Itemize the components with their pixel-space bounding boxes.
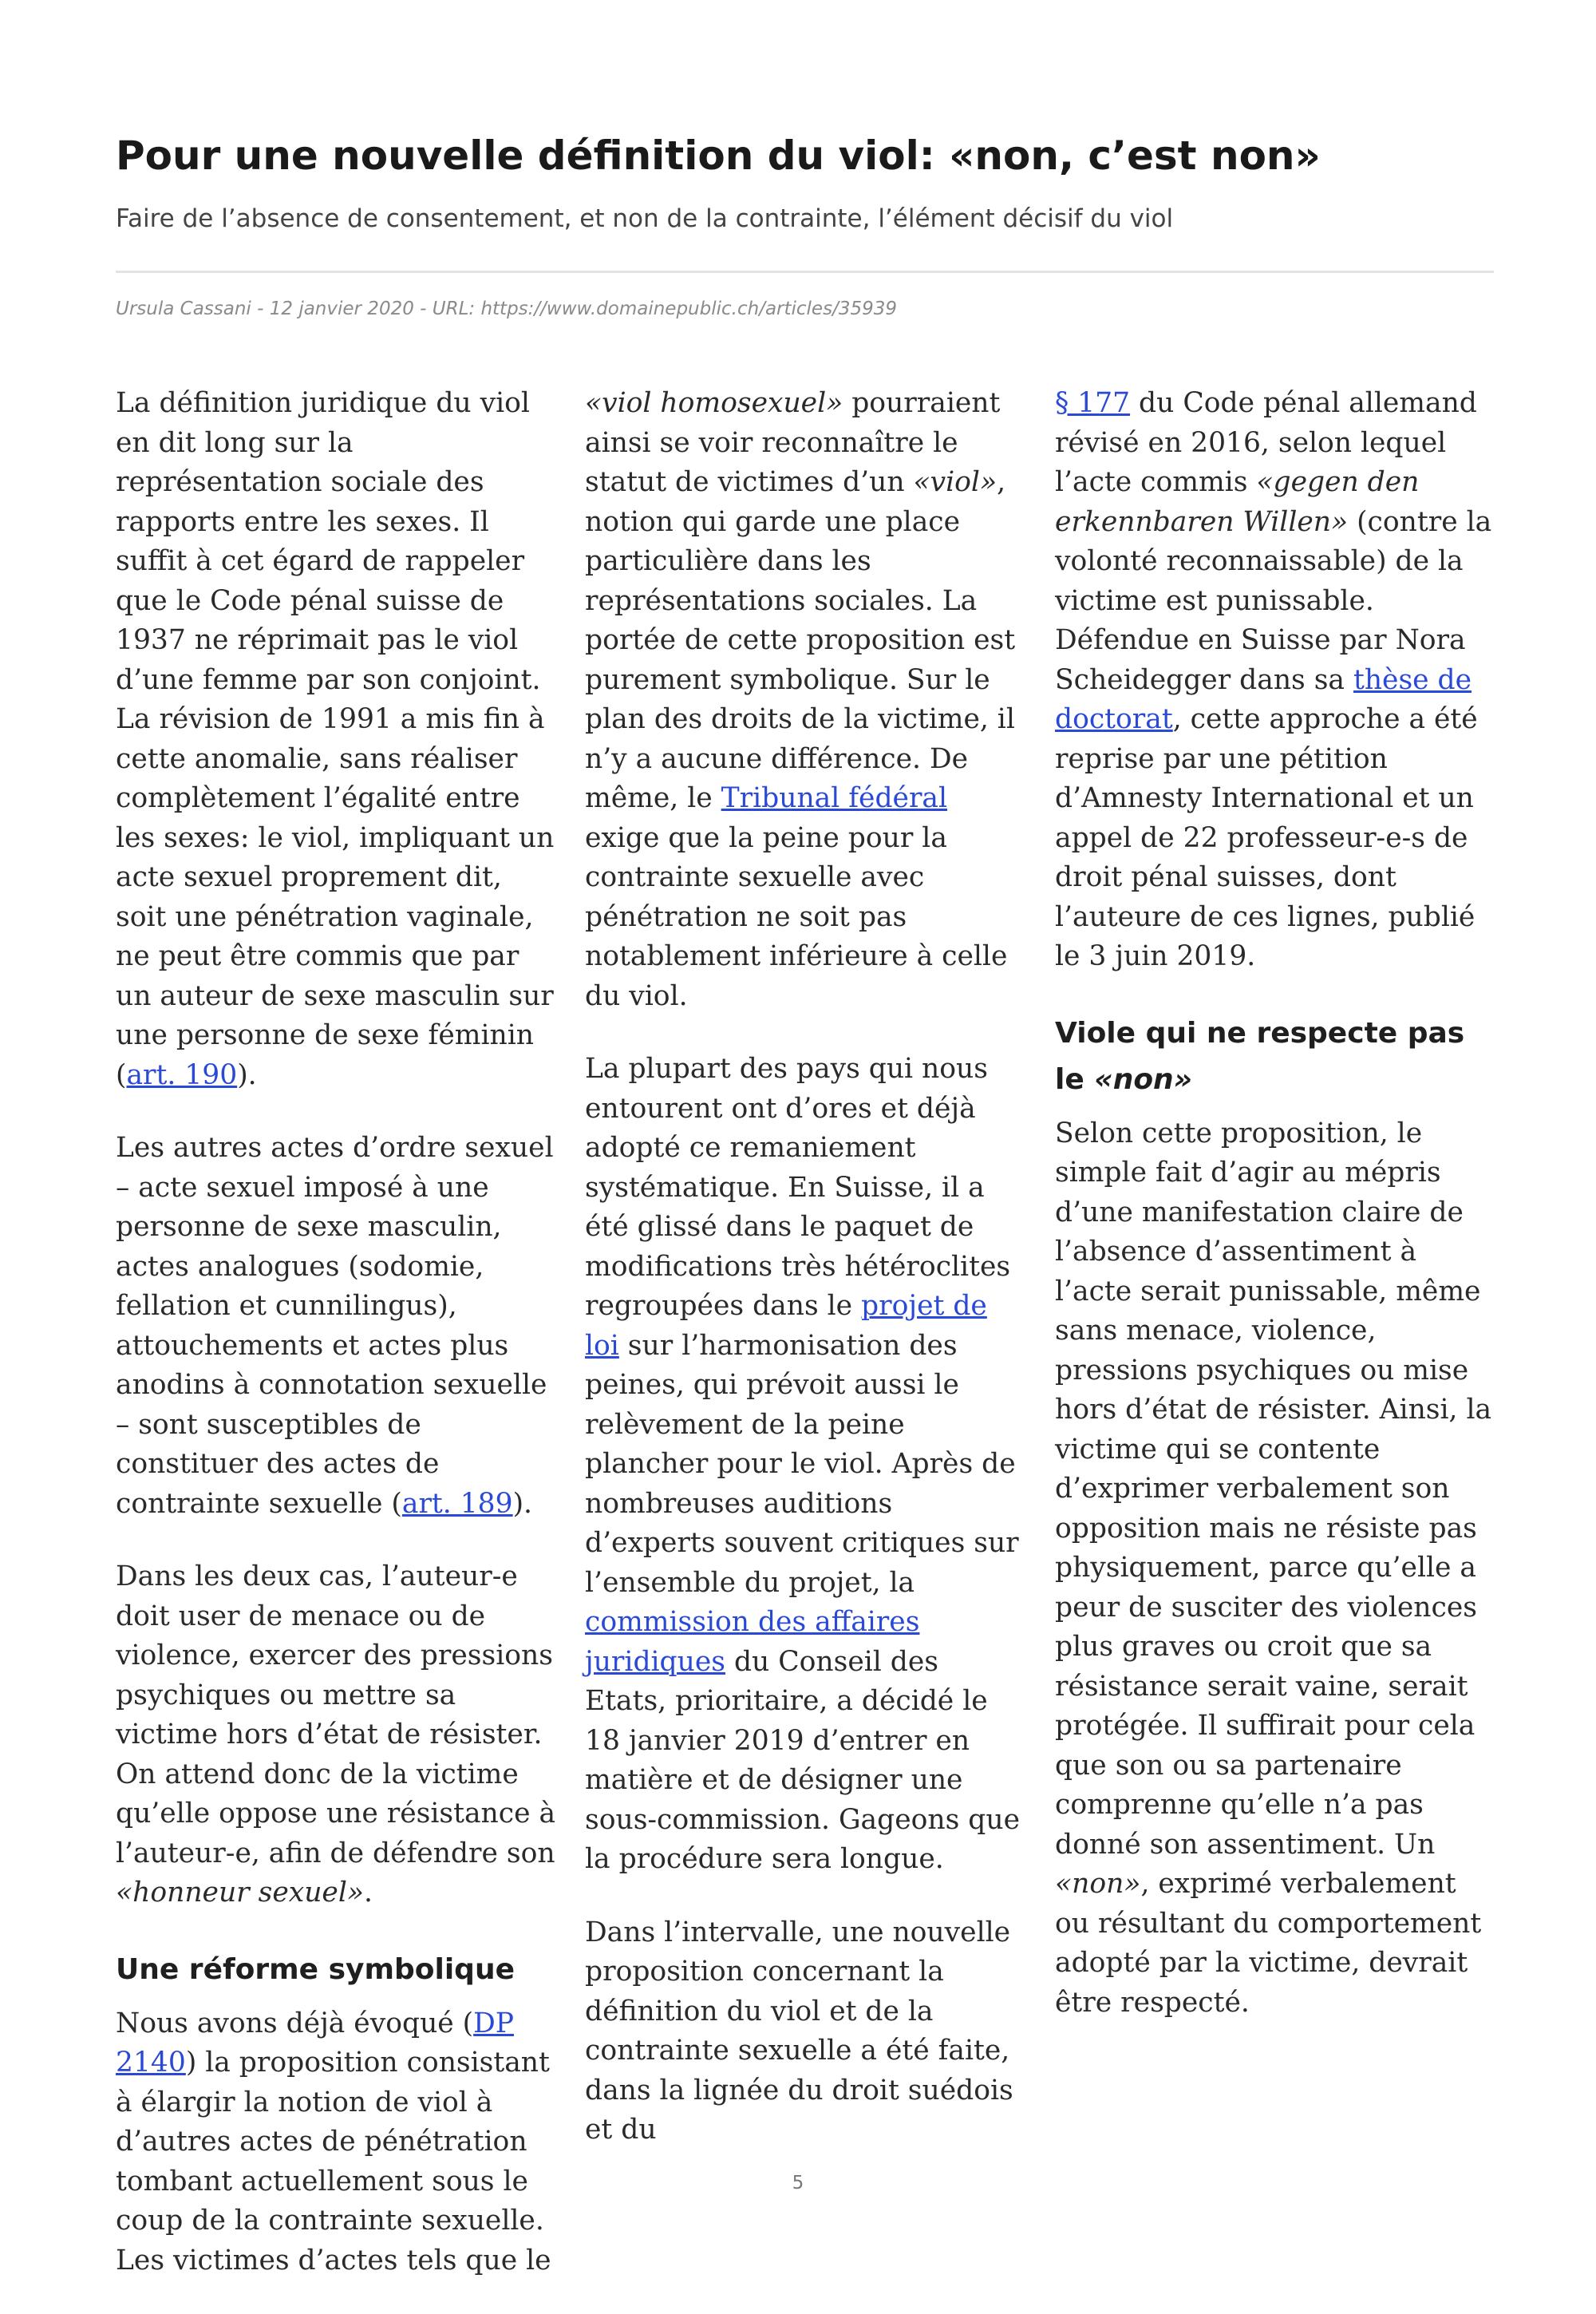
paragraph-6-part-c: (contre la volonté reconnaissable) de la victime est punissable. Défendue en Suisse par Nora Scheidegger dans sa — [1055, 505, 1492, 696]
paragraph-4-part-e: exige que la peine pour la contrainte sexuelle avec pénétration ne soit pas notablement inférieure à celle du viol. — [585, 821, 1008, 1012]
paragraph-5-text: La plupart des pays qui nous entourent ont d’ores et déjà adopté ce remaniement systématique. En Suisse, il a été glissé dans le paquet de modifications très hétéroclites regroupées dans le — [585, 1053, 1011, 1322]
link-projet-de-loi[interactable]: projet de loi — [585, 1290, 987, 1362]
paragraph-7-end: , exprimé verbalement ou résultant du comportement adopté par la victime, devrait être respecté. — [1055, 1868, 1482, 2019]
paragraph-4-part-d: , notion qui garde une place particulière dans les représentations sociales. La portée de cette proposition est purement symbolique. Sur le plan des droits de la victime, il n’y a aucune différence. De même, le — [585, 466, 1016, 814]
section-heading-non-text: Viole qui ne respecte pas le — [1055, 1016, 1465, 1096]
link-these-de-doctorat[interactable]: thèse de doctorat — [1055, 663, 1472, 735]
link-commission-affaires-juridiques[interactable]: commission des affaires juridiques — [585, 1606, 920, 1678]
paragraph-4-part-c: pourraient ainsi se voir reconnaître le statut de victimes d’un — [585, 387, 1001, 498]
paragraph-6-emphasis: «gegen den erkennbaren Willen» — [1055, 466, 1420, 538]
page-number: 5 — [792, 2173, 804, 2193]
paragraph-7-emphasis: «non» — [1055, 1868, 1141, 1900]
text-column-3 — [1055, 384, 1495, 2056]
paragraph-5-part-b: sur l’harmonisation des peines, qui prévoit aussi le relèvement de la peine plancher pour le viol. Après de nombreuses auditions d’experts souvent critiques sur l’ensemble du projet, la — [585, 1329, 1019, 1599]
article-subtitle: Faire de l’absence de consentement, et non de la contrainte, l’élément décisif du viol — [116, 204, 1174, 233]
paragraph-7 — [1055, 1114, 1495, 2023]
link-tribunal-federal[interactable]: Tribunal fédéral — [721, 782, 948, 814]
link-dp-2140[interactable]: DP 2140 — [116, 2007, 515, 2079]
paragraph-6 — [585, 1913, 1025, 2150]
paragraph-2-end: ). — [512, 1487, 533, 1520]
paragraph-4-emphasis-2: «viol» — [913, 466, 998, 498]
paragraph-4 — [116, 2004, 556, 2281]
section-heading-reforme: Une réforme symbolique — [116, 1952, 515, 1986]
paragraph-4-emphasis-1: «viol homosexuel» — [585, 387, 843, 419]
paragraph-1-text: La définition juridique du viol en dit long sur la représentation sociale des rapports entre les sexes. Il suffit à cet égard de rappeler que le Code pénal suisse de 1937 ne réprimait pas le viol d’une femme par son conjoint. La révision de 1991 a mis fin à cette anomalie, sans réaliser complètement l’égalité entre les sexes: le viol, impliquant un acte sexuel proprement dit, soit une pénétration vaginale, ne peut être commis que par un auteur de sexe masculin sur une personne de sexe féminin ( — [116, 387, 555, 1091]
article-meta: Ursula Cassani - 12 janvier 2020 - URL: https://www.domainepublic.ch/articles/35939 — [116, 299, 897, 319]
section-heading-non-emphasis: «non» — [1094, 1062, 1193, 1096]
paragraph-2-text: Les autres actes d’ordre sexuel – acte sexuel imposé à une personne de sexe masculin, actes analogues (sodomie, fellation et cunnilingus), attouchements et actes plus anodins à connotation sexuelle – sont susceptibles de constituer des actes de contrainte sexuelle ( — [116, 1132, 554, 1520]
paragraph-3-text: Dans les deux cas, l’auteur-e doit user de menace ou de violence, exercer des pressions psychiques ou mettre sa victime hors d’état de résister. On attend donc de la victime qu’elle oppose une résistance à l’auteur-e, afin de défendre son — [116, 1560, 556, 1869]
header-divider — [116, 271, 1494, 273]
paragraph-1 — [116, 384, 556, 1095]
paragraph-6-part-b: du Code pénal allemand révisé en 2016, selon lequel l’acte commis — [1055, 387, 1477, 498]
paragraph-6-part-d: , cette approche a été reprise par une pétition d’Amnesty International et un appel de 22 professeur-e-s de droit pénal suisses, dont l’auteure de ces lignes, publié le 3 juin 2019. — [1055, 703, 1478, 972]
paragraph-4-continued — [585, 384, 1025, 1016]
paragraph-5-part-c: du Conseil des Etats, prioritaire, a décidé le 18 janvier 2019 d’entrer en matière et de désigner une sous-commission. Gageons que la procédure sera longue. — [585, 1645, 1020, 1875]
paragraph-6-continued — [1055, 384, 1495, 977]
paragraph-3 — [116, 1557, 556, 1913]
paragraph-3-end: . — [364, 1877, 373, 1909]
paragraph-4-part-b: ) la proposition consistant à élargir la notion de viol à d’autres actes de pénétration tombant actuellement sous le coup de la contrainte sexuelle. Les victimes d’actes tels que le — [116, 2047, 551, 2276]
paragraph-2 — [116, 1129, 556, 1524]
text-column-2 — [585, 384, 1025, 2184]
paragraph-3-emphasis: «honneur sexuel» — [116, 1877, 364, 1909]
section-heading-non — [1055, 1011, 1495, 1103]
paragraph-6-text: Dans l’intervalle, une nouvelle proposition concernant la définition du viol et de la contrainte sexuelle a été faite, dans la lignée du droit suédois et du — [585, 1916, 1013, 2146]
link-art-190[interactable]: art. 190 — [126, 1058, 238, 1091]
paragraph-1-end: ). — [237, 1058, 257, 1091]
article-title: Pour une nouvelle définition du viol: «non, c’est non» — [116, 133, 1321, 179]
text-column-1 — [116, 384, 556, 2314]
paragraph-4-text: Nous avons déjà évoqué ( — [116, 2007, 474, 2039]
paragraph-5 — [585, 1050, 1025, 1880]
link-paragraph-177[interactable]: § 177 — [1055, 387, 1131, 419]
link-art-189[interactable]: art. 189 — [401, 1487, 513, 1520]
paragraph-7-text: Selon cette proposition, le simple fait d’agir au mépris d’une manifestation claire de l’absence d’assentiment à l’acte serait punissable, même sans menace, violence, pressions psychiques ou mise hors d’état de résister. Ainsi, la victime qui se contente d’exprimer verbalement son opposition mais ne résiste pas physiquement, parce qu’elle a peur de susciter des violences plus graves ou croit que sa résistance serait vaine, serait protégée. Il suffirait pour cela que son ou sa partenaire comprenne qu’elle n’a pas donné son assentiment. Un — [1055, 1117, 1492, 1861]
